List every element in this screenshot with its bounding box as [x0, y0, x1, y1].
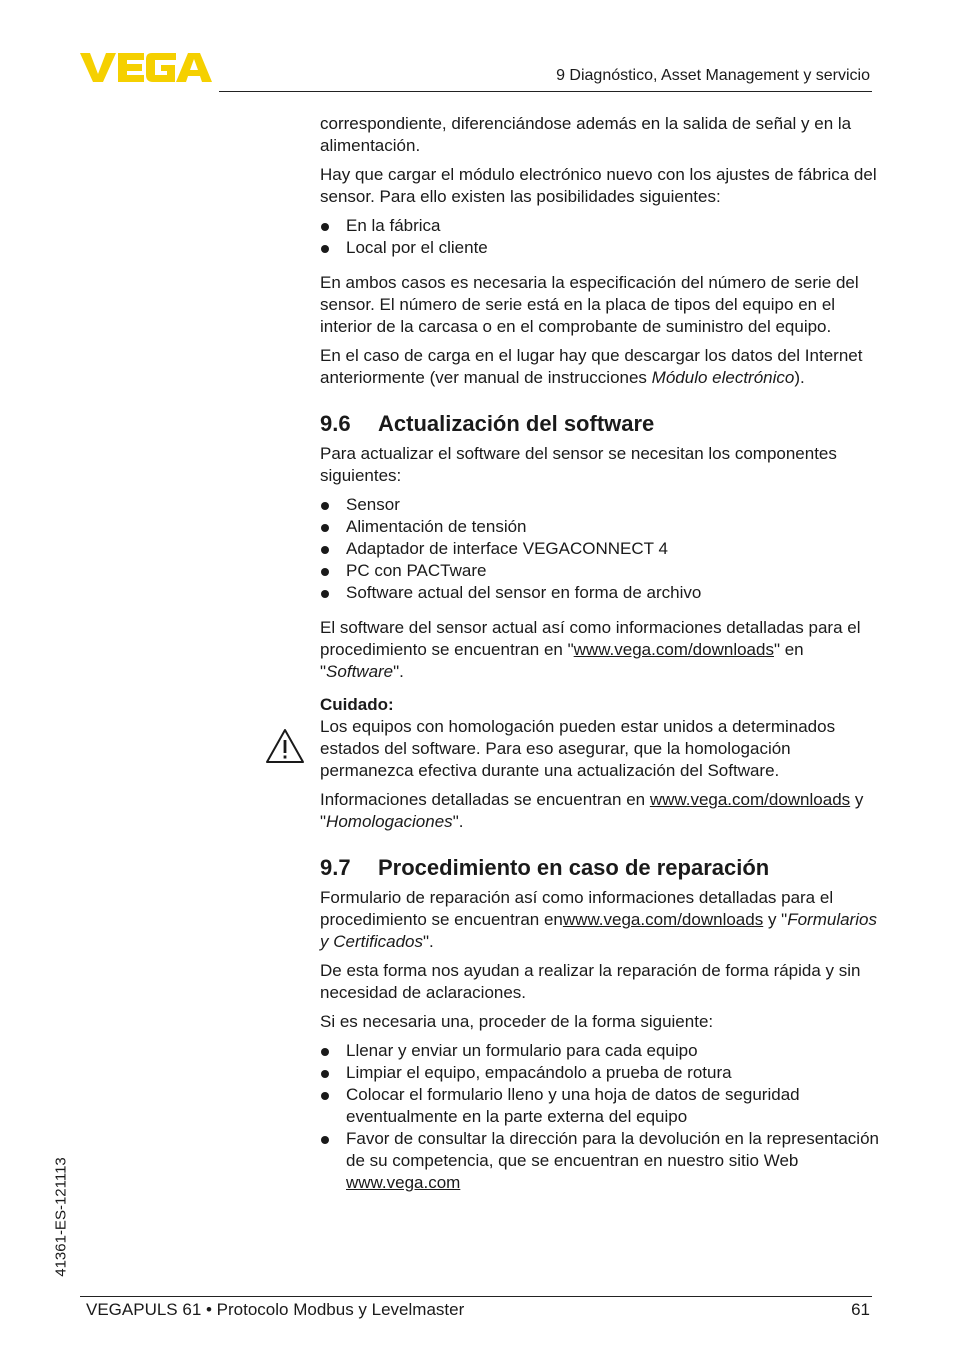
list-item: Sensor	[320, 494, 880, 516]
caution-text: Los equipos con homologación pueden estar unidos a determinados estados del software. Para eso asegurar, que la homologación permanezca efectiva durante una actualización del Software.	[320, 717, 836, 780]
bullet-list	[320, 215, 880, 259]
section-heading-9-6	[320, 411, 880, 437]
paragraph: Para actualizar el software del sensor se necesitan los componentes siguientes:	[320, 444, 837, 485]
paragraph: En el caso de carga en el lugar hay que descargar los datos del Internet anteriormente (ver manual de instrucciones Módulo electrónico).	[320, 346, 863, 387]
list-item: Limpiar el equipo, empacándolo a prueba de rotura	[320, 1062, 880, 1084]
document-code	[49, 1142, 73, 1292]
section-title: Procedimiento en caso de reparación	[378, 855, 770, 880]
downloads-link[interactable]: www.vega.com/downloads	[562, 910, 764, 929]
emphasis: Formularios y Certificados	[320, 910, 877, 951]
list-item: PC con PACTware	[320, 560, 880, 582]
paragraph: El software del sensor actual así como informaciones detalladas para el procedimiento se encuentran en "www.vega.com/downloads" en "Software".	[320, 618, 861, 681]
paragraph: Formulario de reparación así como informaciones detalladas para el procedimiento se encuentran enwww.vega.com/downloads y "Formularios y Certificados".	[320, 888, 877, 951]
section-number: 9.6	[320, 411, 351, 436]
list-item: Colocar el formulario lleno y una hoja de datos de seguridad eventualmente en la parte externa del equipo	[320, 1084, 880, 1128]
document-code-text: 41361-ES-121113	[52, 1157, 70, 1277]
emphasis: Módulo electrónico	[651, 368, 795, 387]
paragraph: Informaciones detalladas se encuentran en www.vega.com/downloads y "Homologaciones".	[320, 790, 864, 831]
section-title: Actualización del software	[378, 411, 655, 436]
footer-title: VEGAPULS 61 • Protocolo Modbus y Levelmaster	[86, 1300, 465, 1319]
downloads-link[interactable]: www.vega.com/downloads	[649, 790, 851, 809]
paragraph: Si es necesaria una, proceder de la forma siguiente:	[320, 1012, 714, 1031]
vega-website-link[interactable]: www.vega.com	[346, 1173, 461, 1192]
section-number: 9.7	[320, 855, 351, 880]
paragraph: De esta forma nos ayudan a realizar la reparación de forma rápida y sin necesidad de aclaraciones.	[320, 961, 861, 1002]
list-item: Adaptador de interface VEGACONNECT 4	[320, 538, 880, 560]
warning-icon	[265, 728, 305, 764]
bullet-list	[320, 1040, 880, 1194]
bullet-list	[320, 494, 880, 604]
emphasis: Homologaciones	[326, 812, 453, 831]
list-item: Local por el cliente	[320, 237, 880, 259]
section-heading-9-7	[320, 855, 880, 881]
header-divider	[219, 91, 872, 92]
emphasis: Software	[326, 662, 394, 681]
paragraph: En ambos casos es necesaria la especificación del número de serie del sensor. El número de serie está en la placa de tipos del equipo en el interior de la carcasa o en el comprobante de suministro del equipo.	[320, 273, 859, 336]
list-item: Favor de consultar la dirección para la devolución en la representación de su competencia, que se encuentran en nuestro sitio Web www.vega.com	[320, 1128, 880, 1194]
footer-divider	[80, 1296, 872, 1297]
paragraph: correspondiente, diferenciándose además en la salida de señal y en la alimentación.	[320, 114, 852, 155]
page-number: 61	[851, 1300, 870, 1319]
list-item: Llenar y enviar un formulario para cada equipo	[320, 1040, 880, 1062]
list-item: Alimentación de tensión	[320, 516, 880, 538]
main-content	[320, 113, 880, 1207]
vega-logo	[80, 50, 212, 84]
paragraph: Hay que cargar el módulo electrónico nuevo con los ajustes de fábrica del sensor. Para ello existen las posibilidades siguientes:	[320, 165, 877, 206]
downloads-link[interactable]: www.vega.com/downloads	[573, 640, 774, 659]
running-head: 9 Diagnóstico, Asset Management y servicio	[556, 67, 870, 84]
list-item: En la fábrica	[320, 215, 880, 237]
caution-title: Cuidado:	[320, 695, 394, 714]
list-item: Software actual del sensor en forma de archivo	[320, 582, 880, 604]
